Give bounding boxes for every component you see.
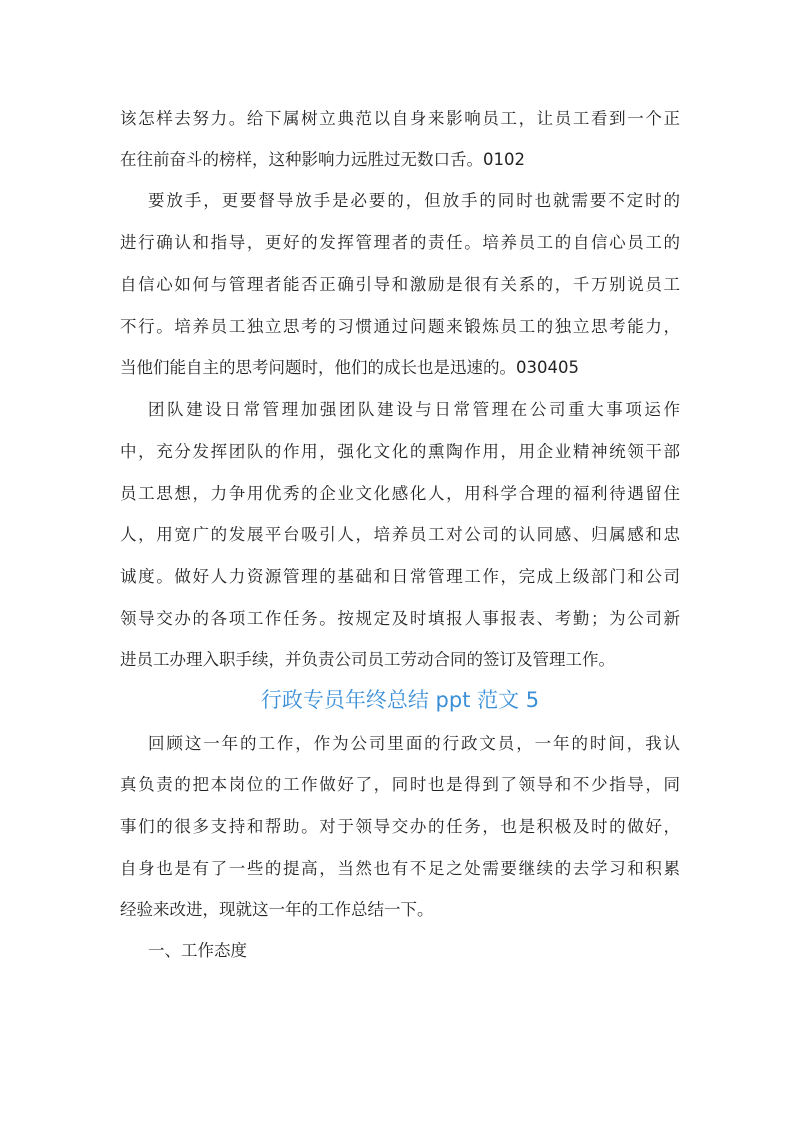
paragraph-line: 该怎样去努力。给下属树立典范以自身来影响员工，让员工看到一个正 [120, 109, 680, 128]
paragraph-line: 不行。培养员工独立思考的习惯通过问题来锻炼员工的独立思考能力， [120, 317, 680, 336]
paragraph-line: 自信心如何与管理者能否正确引导和激励是很有关系的，千万别说员工 [120, 275, 680, 294]
paragraph-line: 当他们能自主的思考问题时，他们的成长也是迅速的。030405 [120, 358, 579, 377]
paragraph-line: 经验来改进，现就这一年的工作总结一下。 [120, 900, 434, 919]
paragraph-line: 团队建设日常管理加强团队建设与日常管理在公司重大事项运作 [148, 400, 680, 419]
paragraph-line: 诚度。做好人力资源管理的基础和日常管理工作，完成上级部门和公司 [120, 567, 680, 586]
paragraph-line: 在往前奋斗的榜样，这种影响力远胜过无数口舌。0102 [120, 150, 525, 169]
paragraph-line: 人，用宽广的发展平台吸引人，培养员工对公司的认同感、归属感和忠 [120, 525, 680, 544]
paragraph-line: 事们的很多支持和帮助。对于领导交办的任务，也是积极及时的做好， [120, 817, 680, 836]
paragraph-line: 自身也是有了一些的提高，当然也有不足之处需要继续的去学习和积累 [120, 859, 680, 878]
paragraph-line: 员工思想，力争用优秀的企业文化感化人，用科学合理的福利待遇留住 [120, 484, 680, 503]
paragraph-line: 进员工办理入职手续，并负责公司员工劳动合同的签订及管理工作。 [120, 650, 615, 669]
paragraph-line: 中，充分发挥团队的作用，强化文化的熏陶作用，用企业精神统领干部 [120, 442, 680, 461]
subheading: 一、工作态度 [148, 941, 247, 960]
paragraph-line: 领导交办的各项工作任务。按规定及时填报人事报表、考勤；为公司新 [120, 609, 680, 628]
paragraph-line: 要放手，更要督导放手是必要的，但放手的同时也就需要不定时的 [148, 191, 680, 210]
paragraph-line: 进行确认和指导，更好的发挥管理者的责任。培养员工的自信心员工的 [120, 233, 680, 252]
paragraph-line: 回顾这一年的工作，作为公司里面的行政文员，一年的时间，我认 [148, 734, 680, 753]
paragraph-line: 真负责的把本岗位的工作做好了，同时也是得到了领导和不少指导，同 [120, 775, 680, 794]
section-heading: 行政专员年终总结 ppt 范文 5 [260, 688, 540, 712]
